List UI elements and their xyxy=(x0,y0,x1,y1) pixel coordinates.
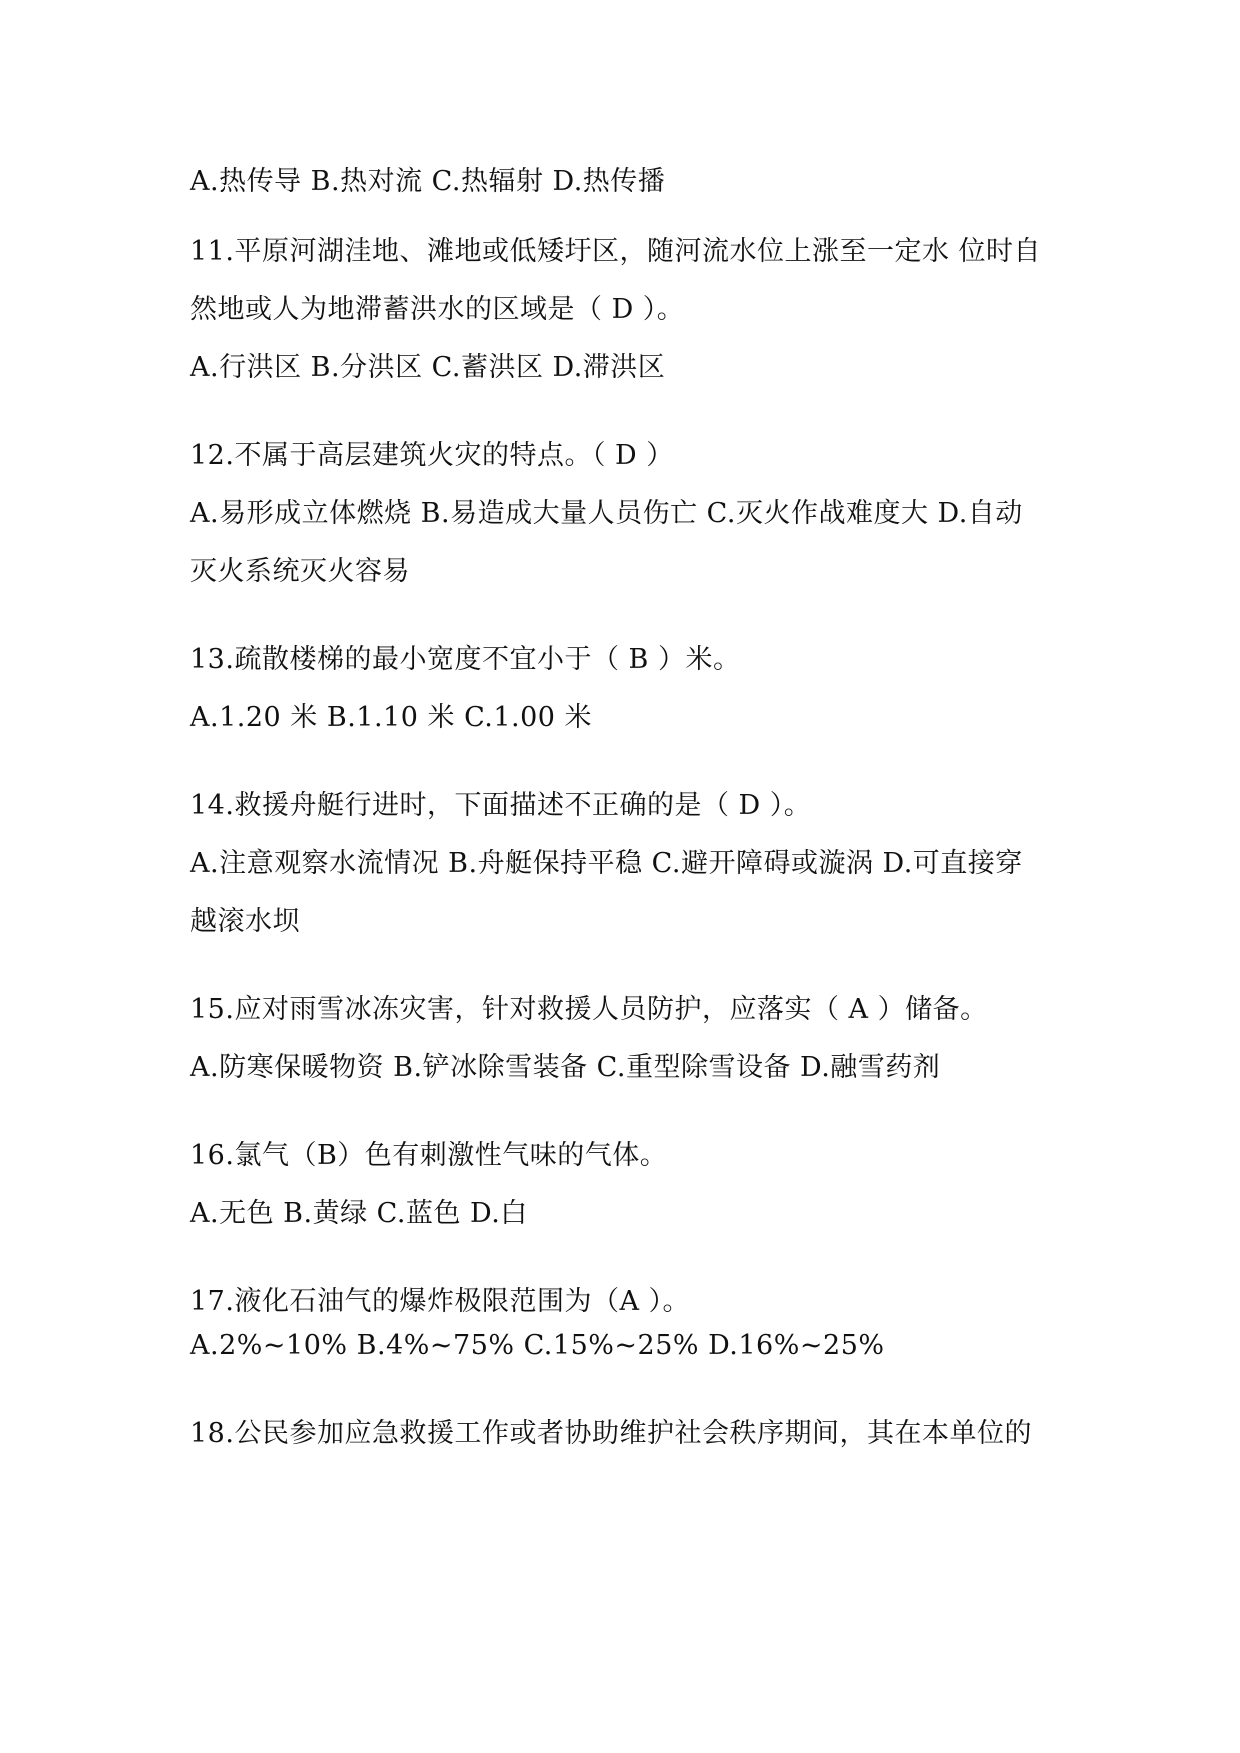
q13-options: A.1.20 米 B.1.10 米 C.1.00 米 xyxy=(190,702,593,733)
q15-options: A.防寒保暖物资 B.铲冰除雪装备 C.重型除雪设备 D.融雪药剂 xyxy=(190,1052,941,1083)
q17-options: A.2%~10% B.4%~75% C.15%~25% D.16%~25% xyxy=(190,1330,885,1361)
q11-question-line1: 11.平原河湖洼地、滩地或低矮圩区，随河流水位上涨至一定水 位时自 xyxy=(190,236,1042,267)
q17-question: 17.液化石油气的爆炸极限范围为（A ）。 xyxy=(190,1286,691,1317)
q13-question: 13.疏散楼梯的最小宽度不宜小于（ B ）米。 xyxy=(190,644,741,675)
q15-question: 15.应对雨雪冰冻灾害，针对救援人员防护，应落实（ A ）储备。 xyxy=(190,994,988,1025)
q14-options-line1: A.注意观察水流情况 B.舟艇保持平稳 C.避开障碍或漩涡 D.可直接穿 xyxy=(190,848,1023,879)
q14-question: 14.救援舟艇行进时，下面描述不正确的是（ D ）。 xyxy=(190,790,812,821)
q18-question-line1: 18.公民参加应急救援工作或者协助维护社会秩序期间，其在本单位的 xyxy=(190,1418,1032,1449)
q12-question: 12.不属于高层建筑火灾的特点。（ D ） xyxy=(190,440,674,471)
q16-question: 16.氯气（B）色有刺激性气味的气体。 xyxy=(190,1140,668,1171)
q11-question-line2: 然地或人为地滞蓄洪水的区域是（ D ）。 xyxy=(190,294,685,325)
q14-options-line2: 越滚水坝 xyxy=(190,906,300,937)
q11-options: A.行洪区 B.分洪区 C.蓄洪区 D.滞洪区 xyxy=(190,352,666,383)
q16-options: A.无色 B.黄绿 C.蓝色 D.白 xyxy=(190,1198,528,1229)
q10-options: A.热传导 B.热对流 C.热辐射 D.热传播 xyxy=(190,166,666,197)
q12-options-line2: 灭火系统灭火容易 xyxy=(190,556,410,587)
q12-options-line1: A.易形成立体燃烧 B.易造成大量人员伤亡 C.灭火作战难度大 D.自动 xyxy=(190,498,1023,529)
